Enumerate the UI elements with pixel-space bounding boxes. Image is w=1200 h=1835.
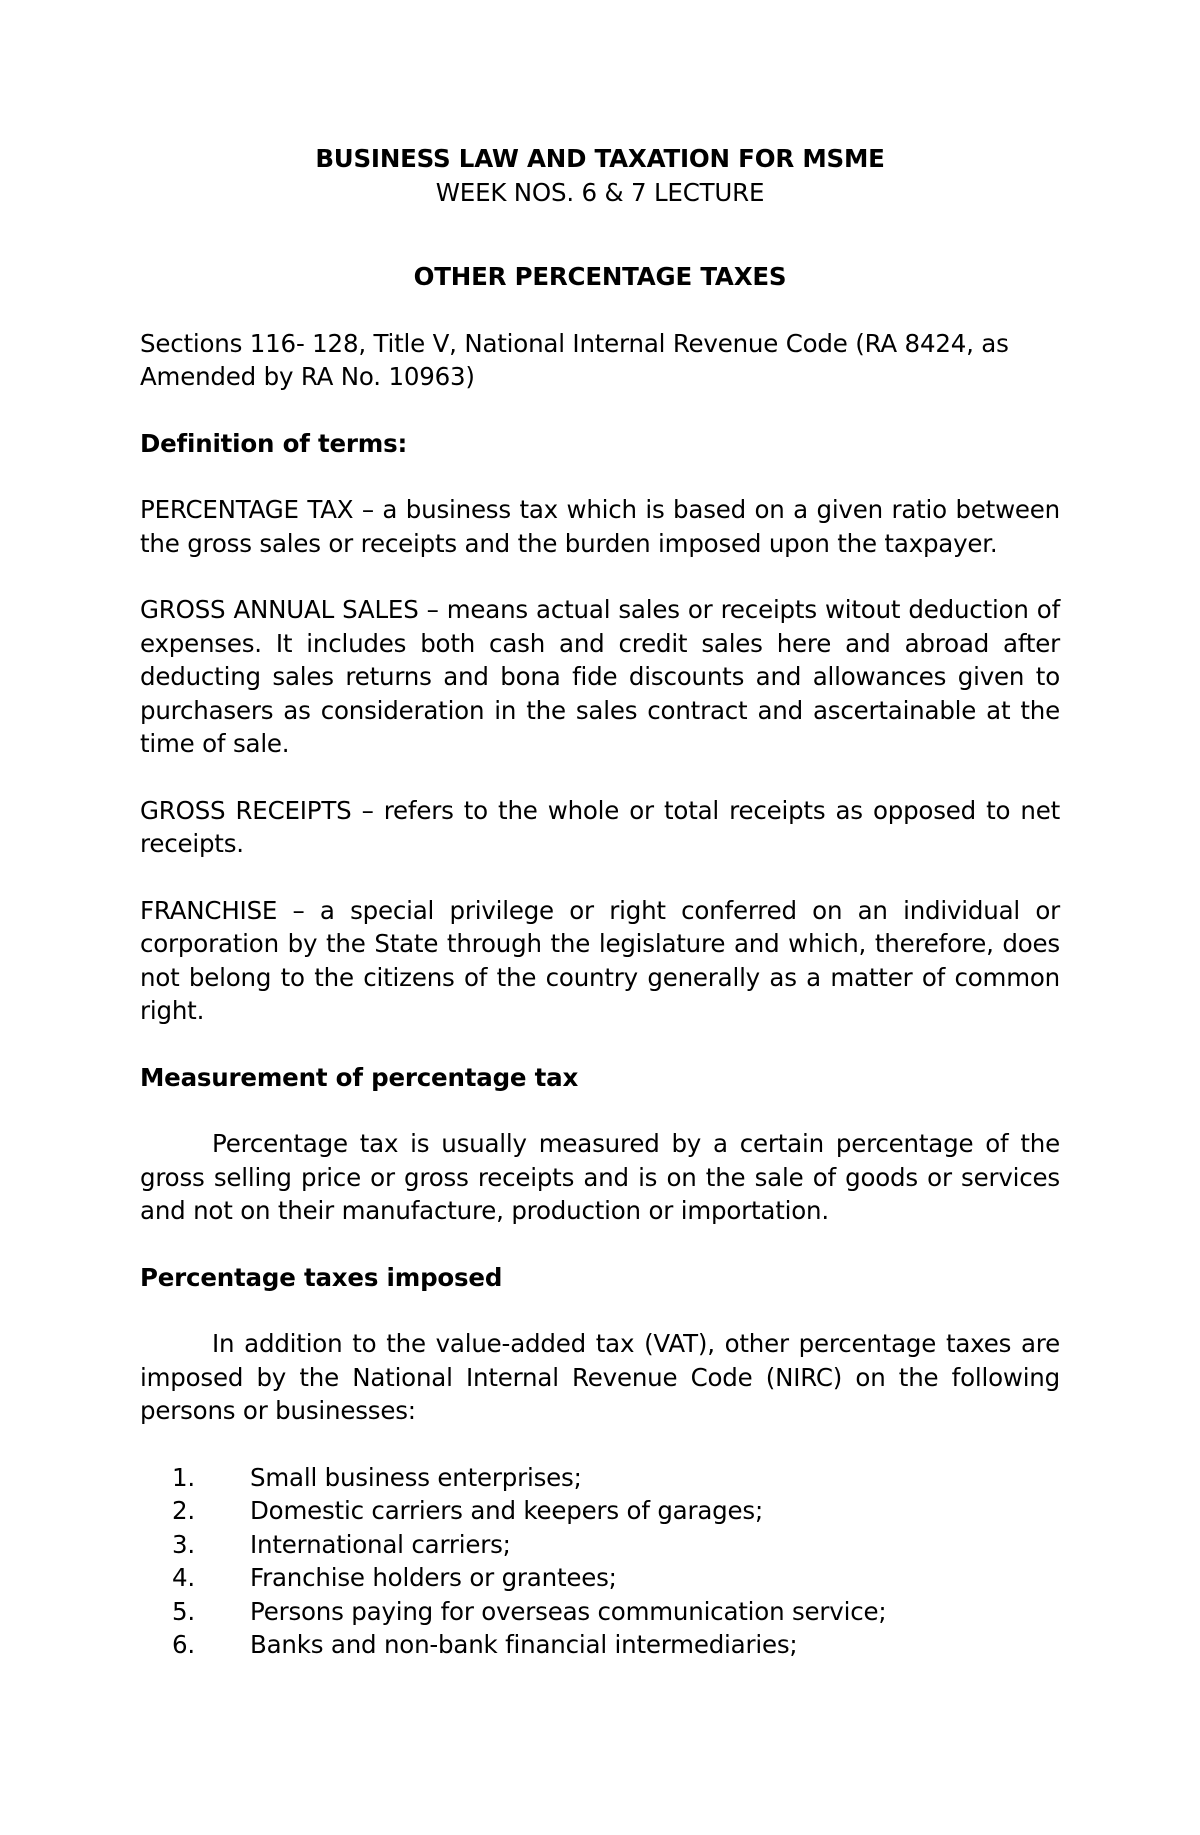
document-page: [140, 142, 1060, 1662]
list-item-number: 6.: [172, 1630, 195, 1659]
list-item-text: Persons paying for overseas communication service;: [250, 1596, 887, 1626]
legal-reference: Sections 116- 128, Title V, National Internal Revenue Code (RA 8424, as Amended by RA No. 10963): [140, 328, 1009, 391]
definitions-heading: Definition of terms:: [140, 428, 408, 458]
definition-text: – means actual sales or receipts witout deduction of expenses. It includes both cash and credit sales here and abroad after deducting sales returns and bona fide discounts and allowances given to purchasers as consideration in the sales contract and ascertainable at the time of sale.: [140, 595, 1060, 758]
list-item-text: Domestic carriers and keepers of garages;: [250, 1496, 764, 1525]
list-item-number: 3.: [172, 1529, 195, 1559]
list-item-text: Small business enterprises;: [250, 1462, 582, 1492]
definition-gross-annual-sales: [140, 593, 1060, 761]
definition-text: – a business tax which is based on a given ratio between the gross sales or receipts and the burden imposed upon the taxpayer.: [140, 495, 1060, 558]
list-item-number: 2.: [172, 1496, 195, 1525]
definition-text: – refers to the whole or total receipts as opposed to net receipts.: [140, 795, 1060, 858]
list-item: [140, 1494, 1060, 1528]
section-title: OTHER PERCENTAGE TAXES: [413, 262, 787, 291]
measurement-text: Percentage tax is usually measured by a certain percentage of the gross selling price or gross receipts and is on the sale of goods or services and not on their manufacture, production or importation.: [140, 1129, 1060, 1225]
list-item: [140, 1628, 1060, 1662]
definition-gross-receipts: [140, 794, 1060, 861]
list-item-number: 4.: [172, 1563, 195, 1592]
imposed-text: In addition to the value-added tax (VAT), other percentage taxes are imposed by the National Internal Revenue Code (NIRC) on the following persons or businesses:: [140, 1329, 1060, 1425]
definition-term: FRANCHISE: [140, 895, 278, 925]
list-item-text: Banks and non-bank financial intermediaries;: [250, 1630, 798, 1659]
definition-text: – a special privilege or right conferred on an individual or corporation by the State through the legislature and which, therefore, does not belong to the citizens of the country generally as a matter of common right.: [140, 895, 1060, 1025]
definition-term: GROSS RECEIPTS: [140, 795, 352, 825]
list-item: [140, 1461, 1060, 1495]
list-item: [140, 1528, 1060, 1562]
list-item-text: International carriers;: [250, 1529, 511, 1559]
imposed-heading: Percentage taxes imposed: [140, 1262, 503, 1292]
definition-percentage-tax: [140, 493, 1060, 560]
document-title: BUSINESS LAW AND TAXATION FOR MSME: [315, 144, 885, 173]
list-item: [140, 1561, 1060, 1595]
definition-term: GROSS ANNUAL SALES: [140, 595, 419, 624]
definition-term: PERCENTAGE TAX: [140, 495, 354, 524]
list-item-number: 5.: [172, 1596, 195, 1626]
measurement-heading: Measurement of percentage tax: [140, 1062, 579, 1092]
list-item: [140, 1595, 1060, 1629]
list-item-number: 1.: [172, 1462, 195, 1492]
list-item-text: Franchise holders or grantees;: [250, 1563, 617, 1592]
imposed-list: [140, 1461, 1060, 1662]
document-subtitle: WEEK NOS. 6 & 7 LECTURE: [435, 177, 765, 207]
definition-franchise: [140, 894, 1060, 1028]
